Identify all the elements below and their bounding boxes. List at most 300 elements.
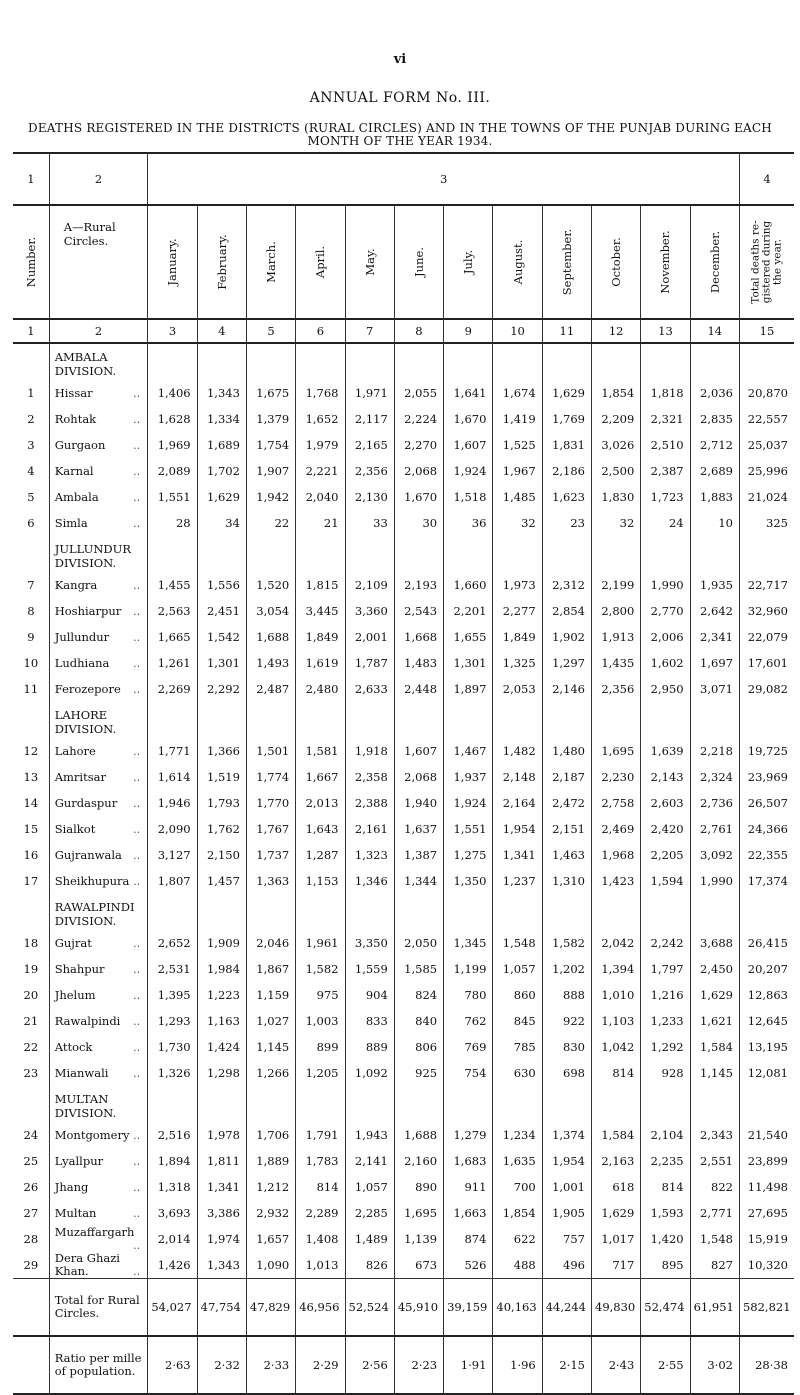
district-name: Ambala: [54, 489, 99, 504]
column-number: 9: [444, 319, 493, 343]
district-name-cell: [49, 510, 148, 536]
division-row: [13, 343, 794, 380]
division-spacer: [296, 343, 345, 380]
district-row: [13, 790, 794, 816]
month-value: 2,104: [641, 1122, 690, 1148]
district-row: [13, 572, 794, 598]
month-value: 925: [394, 1060, 443, 1086]
district-name-cell: [49, 1008, 148, 1034]
month-value: 2,932: [246, 1200, 295, 1226]
month-value: 2,164: [493, 790, 542, 816]
district-row: [13, 432, 794, 458]
month-value: 2,165: [345, 432, 394, 458]
month-value: 1,867: [246, 956, 295, 982]
division-spacer: [246, 702, 295, 738]
month-value: 700: [493, 1174, 542, 1200]
month-value: 1,641: [444, 380, 493, 406]
total-row-total: 582,821: [739, 1279, 794, 1337]
month-value: 1,485: [493, 484, 542, 510]
month-value: 1,723: [641, 484, 690, 510]
month-value: 33: [345, 510, 394, 536]
month-value: 3,688: [690, 930, 739, 956]
month-value: 1,770: [246, 790, 295, 816]
month-value: 1,551: [444, 816, 493, 842]
month-value: 1,737: [246, 842, 295, 868]
month-value: 2,289: [296, 1200, 345, 1226]
month-value: 1,771: [148, 738, 197, 764]
month-value: 1,894: [148, 1148, 197, 1174]
month-value: 2,221: [296, 458, 345, 484]
district-number: 13: [23, 770, 39, 784]
division-row: [13, 702, 794, 738]
leader-dots: ..: [133, 463, 141, 478]
month-value: 1,463: [542, 842, 591, 868]
month-value: 2,500: [592, 458, 641, 484]
district-name: Gujrat: [54, 935, 92, 950]
month-value: 1,298: [197, 1060, 246, 1086]
district-number: 4: [27, 464, 35, 478]
month-value: 1,467: [444, 738, 493, 764]
district-name-cell: [49, 790, 148, 816]
month-value: 1,767: [246, 816, 295, 842]
district-number: 25: [23, 1154, 39, 1168]
month-value: 1,542: [197, 624, 246, 650]
district-number: 27: [23, 1206, 39, 1220]
district-row: [13, 406, 794, 432]
month-value: 1,639: [641, 738, 690, 764]
district-name: Attock: [54, 1039, 93, 1054]
month-value: 2,143: [641, 764, 690, 790]
month-value: 1,159: [246, 982, 295, 1008]
month-value: 2,187: [542, 764, 591, 790]
leader-dots: ..: [133, 385, 141, 400]
month-value: 630: [493, 1060, 542, 1086]
division-spacer: [13, 343, 49, 380]
month-value: 1,292: [641, 1034, 690, 1060]
total-row-value: 47,754: [197, 1279, 246, 1337]
month-value: 904: [345, 982, 394, 1008]
column-number: 10: [493, 319, 542, 343]
district-row: [13, 1252, 794, 1279]
month-value: 1,001: [542, 1174, 591, 1200]
division-spacer: [197, 536, 246, 572]
division-spacer: [345, 536, 394, 572]
month-value: 618: [592, 1174, 641, 1200]
month-value: 780: [444, 982, 493, 1008]
month-value: 1,695: [592, 738, 641, 764]
division-spacer: [197, 343, 246, 380]
month-value: 2,109: [345, 572, 394, 598]
column-number: 7: [345, 319, 394, 343]
month-value: 1,670: [394, 484, 443, 510]
district-name: Gujranwala: [54, 847, 122, 862]
month-value: 1,489: [345, 1226, 394, 1252]
district-number: 5: [27, 490, 35, 504]
column-number: 1: [13, 319, 49, 343]
division-spacer: [542, 343, 591, 380]
leader-dots: ..: [133, 437, 141, 452]
month-value: 2,224: [394, 406, 443, 432]
month-value: 1,665: [148, 624, 197, 650]
leader-dots: ..: [133, 515, 141, 530]
leader-dots: ..: [133, 681, 141, 696]
month-value: 3,026: [592, 432, 641, 458]
district-name-cell: [49, 764, 148, 790]
district-name: Mianwali: [54, 1065, 109, 1080]
column-number: 2: [49, 319, 148, 343]
month-value: 1,990: [641, 572, 690, 598]
division-spacer: [345, 702, 394, 738]
leader-dots: ..: [133, 1179, 141, 1194]
division-cell: [49, 1086, 148, 1122]
total-row-value: 47,829: [246, 1279, 295, 1337]
ratio-row-value: 2·32: [197, 1336, 246, 1394]
district-name-cell: [49, 1122, 148, 1148]
month-value: 1,902: [542, 624, 591, 650]
district-name-cell: [49, 930, 148, 956]
month-value: 1,519: [197, 764, 246, 790]
division-spacer: [493, 343, 542, 380]
district-number: 18: [23, 936, 39, 950]
month-value: 32: [592, 510, 641, 536]
division-spacer: [148, 894, 197, 930]
division-spacer: [148, 343, 197, 380]
month-value: 2,420: [641, 816, 690, 842]
district-row: [13, 982, 794, 1008]
year-total: 20,870: [739, 380, 794, 406]
month-value: 895: [641, 1252, 690, 1279]
month-value: 2,006: [641, 624, 690, 650]
month-value: 1,090: [246, 1252, 295, 1279]
month-value: 1,406: [148, 380, 197, 406]
division-spacer: [197, 702, 246, 738]
month-value: 1,145: [690, 1060, 739, 1086]
month-value: 2,292: [197, 676, 246, 702]
district-name: Muzaffargarh: [54, 1226, 135, 1239]
year-total: 17,601: [739, 650, 794, 676]
month-value: 2,199: [592, 572, 641, 598]
division-spacer: [197, 1086, 246, 1122]
district-name: Montgomery: [54, 1127, 130, 1142]
month-value: 3,445: [296, 598, 345, 624]
month-value: 1,635: [493, 1148, 542, 1174]
month-value: 2,758: [592, 790, 641, 816]
column-number: 6: [296, 319, 345, 343]
division-spacer: [394, 536, 443, 572]
division-spacer: [542, 894, 591, 930]
month-value: 1,657: [246, 1226, 295, 1252]
column-number: 13: [641, 319, 690, 343]
leader-dots: ..: [133, 821, 141, 836]
district-number: 1: [27, 386, 35, 400]
division-spacer: [641, 894, 690, 930]
month-value: 1,559: [345, 956, 394, 982]
month-value: 1,689: [197, 432, 246, 458]
year-total: 22,079: [739, 624, 794, 650]
district-row: [13, 624, 794, 650]
district-row: [13, 816, 794, 842]
division-spacer: [739, 536, 794, 572]
district-number: 20: [23, 988, 39, 1002]
district-name: Hoshiarpur: [54, 603, 122, 618]
month-value: 1,480: [542, 738, 591, 764]
leader-dots: ..: [133, 629, 141, 644]
ratio-row-value: 2·55: [641, 1336, 690, 1394]
division-cell: [49, 894, 148, 930]
month-value: 889: [345, 1034, 394, 1060]
month-value: 2,448: [394, 676, 443, 702]
district-number: 16: [23, 848, 39, 862]
month-value: 1,139: [394, 1226, 443, 1252]
month-value: 975: [296, 982, 345, 1008]
total-row-value: 44,244: [542, 1279, 591, 1337]
month-value: 1,279: [444, 1122, 493, 1148]
header-month: October.: [592, 205, 641, 319]
month-value: 1,420: [641, 1226, 690, 1252]
month-value: 2,472: [542, 790, 591, 816]
month-value: 1,768: [296, 380, 345, 406]
month-value: 1,668: [394, 624, 443, 650]
total-row-value: 54,027: [148, 1279, 197, 1337]
month-value: 1,556: [197, 572, 246, 598]
division-spacer: [542, 702, 591, 738]
month-value: 1,818: [641, 380, 690, 406]
month-value: 1,969: [148, 432, 197, 458]
month-value: 1,057: [493, 956, 542, 982]
ratio-row-total: 28·38: [739, 1336, 794, 1394]
district-name-cell: [49, 676, 148, 702]
year-total: 26,507: [739, 790, 794, 816]
month-value: 2,469: [592, 816, 641, 842]
month-value: 814: [641, 1174, 690, 1200]
month-value: 2,001: [345, 624, 394, 650]
district-name-cell: [49, 1060, 148, 1086]
district-name-cell: [49, 406, 148, 432]
month-value: 1,762: [197, 816, 246, 842]
month-value: 1,797: [641, 956, 690, 982]
month-value: 830: [542, 1034, 591, 1060]
month-value: 1,637: [394, 816, 443, 842]
district-name-cell: [49, 432, 148, 458]
district-row: [13, 650, 794, 676]
district-number: 7: [27, 578, 35, 592]
district-row: [13, 764, 794, 790]
group-number: 3: [148, 153, 740, 205]
month-value: 2,761: [690, 816, 739, 842]
district-name-cell: [49, 1034, 148, 1060]
district-row: [13, 868, 794, 894]
month-value: 1,344: [394, 868, 443, 894]
month-value: 1,783: [296, 1148, 345, 1174]
division-spacer: [296, 894, 345, 930]
year-total: 12,081: [739, 1060, 794, 1086]
month-value: 1,974: [197, 1226, 246, 1252]
month-value: 2,356: [592, 676, 641, 702]
year-total: 21,540: [739, 1122, 794, 1148]
month-value: 1,419: [493, 406, 542, 432]
month-value: 1,619: [296, 650, 345, 676]
district-name: Hissar: [54, 385, 93, 400]
month-value: 1,909: [197, 930, 246, 956]
year-total: 20,207: [739, 956, 794, 982]
month-value: 1,937: [444, 764, 493, 790]
month-value: 1,163: [197, 1008, 246, 1034]
month-value: 2,854: [542, 598, 591, 624]
total-row-value: 52,524: [345, 1279, 394, 1337]
month-value: 928: [641, 1060, 690, 1086]
division-spacer: [690, 702, 739, 738]
district-name-cell: [49, 982, 148, 1008]
month-value: 2,013: [296, 790, 345, 816]
header-number: Number.: [13, 205, 49, 319]
total-row-label: Total for Rural Circles.: [49, 1279, 148, 1337]
month-value: 3,693: [148, 1200, 197, 1226]
month-value: 827: [690, 1252, 739, 1279]
month-value: 1,954: [493, 816, 542, 842]
page-number: vi: [393, 52, 407, 67]
month-value: 1,199: [444, 956, 493, 982]
month-value: 2,388: [345, 790, 394, 816]
district-name: Simla: [54, 515, 88, 530]
month-value: 10: [690, 510, 739, 536]
district-number: 14: [23, 796, 39, 810]
month-value: 2,516: [148, 1122, 197, 1148]
month-value: 3,054: [246, 598, 295, 624]
leader-dots: ..: [133, 1238, 141, 1252]
month-value: 1,408: [296, 1226, 345, 1252]
month-value: 1,849: [493, 624, 542, 650]
month-value: 1,010: [592, 982, 641, 1008]
division-spacer: [394, 894, 443, 930]
district-name-cell: [49, 1226, 148, 1252]
header-month: November.: [641, 205, 690, 319]
district-name-cell: [49, 1174, 148, 1200]
month-value: 28: [148, 510, 197, 536]
district-number: 10: [23, 656, 39, 670]
month-value: 2,201: [444, 598, 493, 624]
district-number: 8: [27, 604, 35, 618]
month-value: 1,793: [197, 790, 246, 816]
month-value: 30: [394, 510, 443, 536]
district-name: Multan: [54, 1205, 97, 1220]
division-spacer: [394, 702, 443, 738]
month-value: 762: [444, 1008, 493, 1034]
group-number: 1: [13, 153, 49, 205]
month-value: 1,697: [690, 650, 739, 676]
district-row: [13, 510, 794, 536]
header-month: April.: [296, 205, 345, 319]
division-spacer: [444, 343, 493, 380]
column-number: 14: [690, 319, 739, 343]
leader-dots: ..: [133, 1264, 141, 1278]
month-value: 1,343: [197, 380, 246, 406]
month-value: 2,358: [345, 764, 394, 790]
month-value: 1,897: [444, 676, 493, 702]
column-number: 15: [739, 319, 794, 343]
division-spacer: [246, 1086, 295, 1122]
division-spacer: [345, 343, 394, 380]
month-value: 1,426: [148, 1252, 197, 1279]
division-spacer: [641, 343, 690, 380]
month-value: 3,127: [148, 842, 197, 868]
month-value: 1,287: [296, 842, 345, 868]
month-value: 1,674: [493, 380, 542, 406]
district-number: 26: [23, 1180, 39, 1194]
month-value: 1,769: [542, 406, 591, 432]
division-spacer: [690, 894, 739, 930]
month-value: 2,770: [641, 598, 690, 624]
month-value: 2,551: [690, 1148, 739, 1174]
district-name: Lyallpur: [54, 1153, 104, 1168]
division-spacer: [592, 536, 641, 572]
division-spacer: [148, 1086, 197, 1122]
month-value: 2,053: [493, 676, 542, 702]
district-name: Jullundur: [54, 629, 110, 644]
month-value: 2,341: [690, 624, 739, 650]
year-total: 25,996: [739, 458, 794, 484]
row-spacer: [13, 1336, 49, 1394]
month-value: 2,068: [394, 764, 443, 790]
district-name-cell: [49, 1148, 148, 1174]
district-row: [13, 1174, 794, 1200]
month-value: 1,323: [345, 842, 394, 868]
month-value: 2,835: [690, 406, 739, 432]
month-value: 1,341: [197, 1174, 246, 1200]
division-spacer: [296, 702, 345, 738]
month-value: 673: [394, 1252, 443, 1279]
month-value: 23: [542, 510, 591, 536]
division-spacer: [641, 702, 690, 738]
month-value: 2,800: [592, 598, 641, 624]
division-spacer: [542, 1086, 591, 1122]
leader-dots: ..: [133, 489, 141, 504]
total-row-value: 49,830: [592, 1279, 641, 1337]
ratio-row-value: 2·23: [394, 1336, 443, 1394]
month-value: 1,092: [345, 1060, 394, 1086]
district-row: [13, 930, 794, 956]
column-number: 11: [542, 319, 591, 343]
month-value: 1,918: [345, 738, 394, 764]
header-month: May.: [345, 205, 394, 319]
month-value: 496: [542, 1252, 591, 1279]
month-value: 1,027: [246, 1008, 295, 1034]
leader-dots: ..: [133, 795, 141, 810]
month-value: 1,205: [296, 1060, 345, 1086]
year-total: 13,195: [739, 1034, 794, 1060]
district-row: [13, 484, 794, 510]
month-value: 1,345: [444, 930, 493, 956]
month-value: 1,435: [592, 650, 641, 676]
year-total: 325: [739, 510, 794, 536]
district-name: Sheikhupura: [54, 873, 130, 888]
month-value: 1,017: [592, 1226, 641, 1252]
month-value: 2,633: [345, 676, 394, 702]
month-value: 2,652: [148, 930, 197, 956]
month-value: 2,480: [296, 676, 345, 702]
division-spacer: [13, 1086, 49, 1122]
district-row: [13, 1200, 794, 1226]
month-value: 1,990: [690, 868, 739, 894]
month-value: 1,423: [592, 868, 641, 894]
month-value: 1,057: [345, 1174, 394, 1200]
table-subtitle-line1: DEATHS REGISTERED IN THE DISTRICTS (RURAL CIRCLES) AND IN THE TOWNS OF THE PUNJAB DURING EACH: [28, 121, 772, 135]
division-spacer: [739, 343, 794, 380]
month-value: 1,811: [197, 1148, 246, 1174]
month-value: 754: [444, 1060, 493, 1086]
district-number: 17: [23, 874, 39, 888]
district-name-cell: [49, 816, 148, 842]
division-name: MULTAN DIVISION.: [54, 1092, 117, 1120]
